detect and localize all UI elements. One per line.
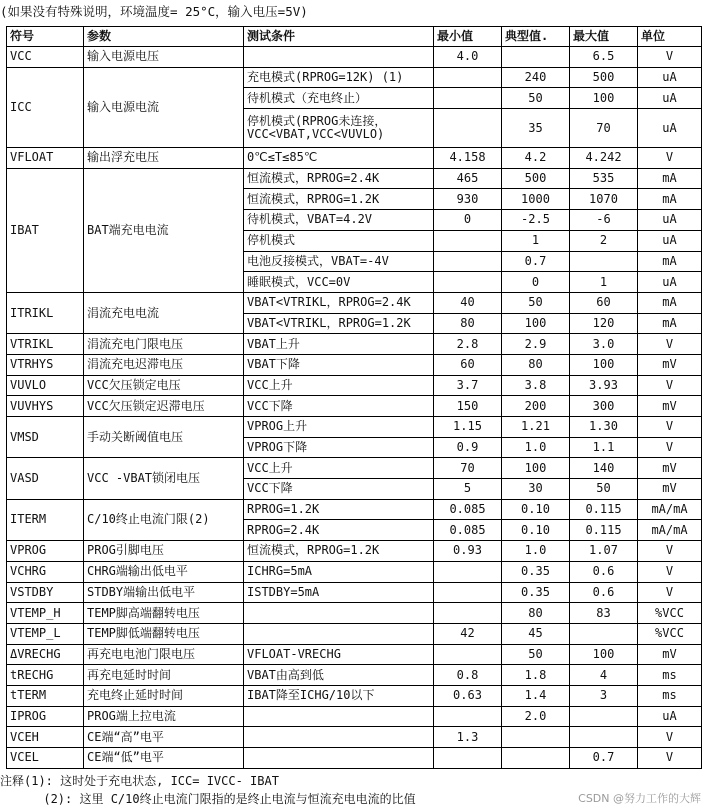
min-cell: 0.8: [434, 665, 502, 686]
param-cell: CE端“高”电平: [84, 727, 244, 748]
cond-cell: RPROG=2.4K: [244, 520, 434, 541]
param-cell: VCC欠压锁定电压: [84, 375, 244, 396]
unit-cell: ms: [638, 665, 702, 686]
table-row: [7, 417, 702, 438]
symbol-cell: ICC: [7, 67, 84, 147]
max-cell: 100: [570, 644, 638, 665]
typ-cell: 1.21: [502, 417, 570, 438]
cond-cell: 恒流模式，RPROG=1.2K: [244, 189, 434, 210]
param-cell: CE端“低”电平: [84, 748, 244, 769]
min-cell: 0.93: [434, 541, 502, 562]
table-row: [7, 148, 702, 169]
param-cell: VCC -VBAT锁闭电压: [84, 458, 244, 499]
param-cell: BAT端充电电流: [84, 168, 244, 292]
cond-cell: [244, 748, 434, 769]
max-cell: 0.115: [570, 499, 638, 520]
footnotes: [0, 772, 416, 808]
typ-cell: 0.35: [502, 561, 570, 582]
cond-cell: [244, 706, 434, 727]
param-cell: 输入电源电流: [84, 67, 244, 147]
min-cell: 3.7: [434, 375, 502, 396]
param-cell: 涓流充电门限电压: [84, 334, 244, 355]
max-cell: 1070: [570, 189, 638, 210]
max-cell: 1.07: [570, 541, 638, 562]
unit-cell: mV: [638, 458, 702, 479]
cond-cell: 停机模式: [244, 230, 434, 251]
unit-cell: uA: [638, 272, 702, 293]
cond-cell: VCC上升: [244, 458, 434, 479]
max-cell: 0.7: [570, 748, 638, 769]
cond-cell: ICHRG=5mA: [244, 561, 434, 582]
cond-cell: 恒流模式，RPROG=1.2K: [244, 541, 434, 562]
max-cell: -6: [570, 210, 638, 231]
typ-cell: 80: [502, 603, 570, 624]
max-cell: 4: [570, 665, 638, 686]
table-row: [7, 375, 702, 396]
unit-cell: V: [638, 561, 702, 582]
param-cell: VCC欠压锁定迟滞电压: [84, 396, 244, 417]
symbol-cell: IBAT: [7, 168, 84, 292]
min-cell: 5: [434, 479, 502, 500]
cond-cell: 充电模式(RPROG=12K) (1): [244, 67, 434, 88]
cond-cell: 电池反接模式，VBAT=-4V: [244, 251, 434, 272]
cond-cell: 睡眠模式，VCC=0V: [244, 272, 434, 293]
table-row: [7, 582, 702, 603]
max-cell: 2: [570, 230, 638, 251]
symbol-cell: VTRHYS: [7, 354, 84, 375]
max-cell: 0.115: [570, 520, 638, 541]
max-cell: [570, 251, 638, 272]
typ-cell: 1.0: [502, 541, 570, 562]
cond-cell: VBAT上升: [244, 334, 434, 355]
param-cell: C/10终止电流门限(2): [84, 499, 244, 540]
typ-cell: 50: [502, 292, 570, 313]
symbol-cell: tRECHG: [7, 665, 84, 686]
unit-cell: mA: [638, 251, 702, 272]
unit-cell: mA: [638, 168, 702, 189]
max-cell: 0.6: [570, 582, 638, 603]
table-row: [7, 47, 702, 68]
max-cell: 500: [570, 67, 638, 88]
cond-cell: VFLOAT-VRECHG: [244, 644, 434, 665]
max-cell: 83: [570, 603, 638, 624]
conditions-caption: (如果没有特殊说明，环境温度= 25°C，输入电压=5V): [0, 4, 308, 19]
unit-cell: uA: [638, 706, 702, 727]
min-cell: 465: [434, 168, 502, 189]
unit-cell: V: [638, 541, 702, 562]
unit-cell: V: [638, 148, 702, 169]
symbol-cell: VASD: [7, 458, 84, 499]
unit-cell: V: [638, 417, 702, 438]
typ-cell: 2.9: [502, 334, 570, 355]
max-cell: 535: [570, 168, 638, 189]
param-cell: 手动关断阈值电压: [84, 417, 244, 458]
max-cell: [570, 727, 638, 748]
cond-cell: VBAT<VTRIKL，RPROG=1.2K: [244, 313, 434, 334]
table-row: [7, 665, 702, 686]
unit-cell: V: [638, 437, 702, 458]
typ-cell: -2.5: [502, 210, 570, 231]
typ-cell: 1.0: [502, 437, 570, 458]
table-row: [7, 334, 702, 355]
table-row: [7, 168, 702, 189]
min-cell: [434, 644, 502, 665]
unit-cell: ms: [638, 685, 702, 706]
min-cell: [434, 88, 502, 109]
min-cell: 42: [434, 623, 502, 644]
unit-cell: mV: [638, 644, 702, 665]
unit-cell: V: [638, 748, 702, 769]
symbol-cell: ITERM: [7, 499, 84, 540]
cond-cell: 停机模式(RPROG未连接，VCC<VBAT,VCC<VUVLO): [244, 109, 434, 148]
min-cell: [434, 582, 502, 603]
unit-cell: V: [638, 47, 702, 68]
typ-cell: 80: [502, 354, 570, 375]
unit-cell: mA/mA: [638, 499, 702, 520]
cond-cell: [244, 47, 434, 68]
header-min: 最小值: [434, 27, 502, 47]
cond-cell: 0℃≤T≤85℃: [244, 148, 434, 169]
typ-cell: [502, 47, 570, 68]
min-cell: 4.0: [434, 47, 502, 68]
unit-cell: V: [638, 334, 702, 355]
min-cell: 1.3: [434, 727, 502, 748]
electrical-characteristics-table: [6, 26, 702, 769]
min-cell: 40: [434, 292, 502, 313]
min-cell: 70: [434, 458, 502, 479]
unit-cell: V: [638, 727, 702, 748]
cond-cell: [244, 603, 434, 624]
max-cell: 300: [570, 396, 638, 417]
min-cell: 80: [434, 313, 502, 334]
typ-cell: 1.8: [502, 665, 570, 686]
symbol-cell: VMSD: [7, 417, 84, 458]
min-cell: [434, 272, 502, 293]
typ-cell: 1.4: [502, 685, 570, 706]
table-row: [7, 727, 702, 748]
min-cell: [434, 251, 502, 272]
param-cell: PROG端上拉电流: [84, 706, 244, 727]
watermark: CSDN @努力工作的大辉: [578, 792, 701, 805]
table-row: [7, 623, 702, 644]
typ-cell: 0.35: [502, 582, 570, 603]
cond-cell: 恒流模式，RPROG=2.4K: [244, 168, 434, 189]
min-cell: 0.085: [434, 520, 502, 541]
unit-cell: uA: [638, 67, 702, 88]
typ-cell: 30: [502, 479, 570, 500]
unit-cell: %VCC: [638, 623, 702, 644]
table-row: [7, 603, 702, 624]
symbol-cell: VCC: [7, 47, 84, 68]
param-cell: 充电终止延时时间: [84, 685, 244, 706]
unit-cell: mA: [638, 189, 702, 210]
cond-cell: VBAT<VTRIKL，RPROG=2.4K: [244, 292, 434, 313]
param-cell: CHRG端输出低电平: [84, 561, 244, 582]
footnote-2: (2): 这里 C/10终止电流门限指的是终止电流与恒流充电电流的比值: [0, 792, 416, 806]
max-cell: 60: [570, 292, 638, 313]
param-cell: PROG引脚电压: [84, 541, 244, 562]
cond-cell: [244, 727, 434, 748]
max-cell: [570, 706, 638, 727]
symbol-cell: VTEMP_H: [7, 603, 84, 624]
min-cell: [434, 561, 502, 582]
cond-cell: [244, 623, 434, 644]
typ-cell: [502, 748, 570, 769]
unit-cell: mA/mA: [638, 520, 702, 541]
min-cell: [434, 603, 502, 624]
cond-cell: VCC上升: [244, 375, 434, 396]
table-row: [7, 561, 702, 582]
max-cell: 3.0: [570, 334, 638, 355]
symbol-cell: VUVHYS: [7, 396, 84, 417]
typ-cell: 0: [502, 272, 570, 293]
typ-cell: 1: [502, 230, 570, 251]
max-cell: [570, 623, 638, 644]
param-cell: 再充电电池门限电压: [84, 644, 244, 665]
header-symbol: 符号: [7, 27, 84, 47]
unit-cell: mA: [638, 313, 702, 334]
typ-cell: 4.2: [502, 148, 570, 169]
min-cell: [434, 706, 502, 727]
max-cell: 0.6: [570, 561, 638, 582]
typ-cell: 3.8: [502, 375, 570, 396]
table-row: [7, 644, 702, 665]
typ-cell: 500: [502, 168, 570, 189]
unit-cell: V: [638, 582, 702, 603]
footnote-1: 注释(1): 这时处于充电状态, ICC= IVCC- IBAT: [0, 774, 279, 788]
param-cell: 涓流充电迟滞电压: [84, 354, 244, 375]
max-cell: 120: [570, 313, 638, 334]
header-unit: 单位: [638, 27, 702, 47]
cond-cell: VBAT下降: [244, 354, 434, 375]
max-cell: 4.242: [570, 148, 638, 169]
table-row: [7, 499, 702, 520]
typ-cell: 100: [502, 458, 570, 479]
table-row: [7, 458, 702, 479]
symbol-cell: VCEH: [7, 727, 84, 748]
param-cell: 输出浮充电压: [84, 148, 244, 169]
symbol-cell: ΔVRECHG: [7, 644, 84, 665]
max-cell: 3.93: [570, 375, 638, 396]
max-cell: 50: [570, 479, 638, 500]
max-cell: 1: [570, 272, 638, 293]
symbol-cell: VCHRG: [7, 561, 84, 582]
symbol-cell: VFLOAT: [7, 148, 84, 169]
table-row: [7, 541, 702, 562]
param-cell: STDBY端输出低电平: [84, 582, 244, 603]
min-cell: 0.63: [434, 685, 502, 706]
table-row: [7, 396, 702, 417]
symbol-cell: VTRIKL: [7, 334, 84, 355]
typ-cell: 50: [502, 88, 570, 109]
param-cell: 再充电延时时间: [84, 665, 244, 686]
symbol-cell: VUVLO: [7, 375, 84, 396]
symbol-cell: VPROG: [7, 541, 84, 562]
symbol-cell: IPROG: [7, 706, 84, 727]
cond-cell: VPROG上升: [244, 417, 434, 438]
min-cell: [434, 109, 502, 148]
symbol-cell: ITRIKL: [7, 292, 84, 333]
typ-cell: [502, 727, 570, 748]
symbol-cell: VCEL: [7, 748, 84, 769]
min-cell: 60: [434, 354, 502, 375]
header-typ: 典型值.: [502, 27, 570, 47]
table-row: [7, 748, 702, 769]
typ-cell: 2.0: [502, 706, 570, 727]
min-cell: 0.9: [434, 437, 502, 458]
min-cell: 0.085: [434, 499, 502, 520]
typ-cell: 0.10: [502, 520, 570, 541]
unit-cell: %VCC: [638, 603, 702, 624]
symbol-cell: VSTDBY: [7, 582, 84, 603]
min-cell: 930: [434, 189, 502, 210]
unit-cell: mV: [638, 479, 702, 500]
cond-cell: 待机模式，VBAT=4.2V: [244, 210, 434, 231]
max-cell: 100: [570, 88, 638, 109]
header-cond: 测试条件: [244, 27, 434, 47]
max-cell: 1.30: [570, 417, 638, 438]
cond-cell: IBAT降至ICHG/10以下: [244, 685, 434, 706]
unit-cell: uA: [638, 230, 702, 251]
typ-cell: 240: [502, 67, 570, 88]
unit-cell: V: [638, 375, 702, 396]
typ-cell: 50: [502, 644, 570, 665]
typ-cell: 100: [502, 313, 570, 334]
table-row: [7, 292, 702, 313]
table-row: [7, 685, 702, 706]
table-row: [7, 354, 702, 375]
table-row: [7, 67, 702, 88]
unit-cell: uA: [638, 109, 702, 148]
header-max: 最大值: [570, 27, 638, 47]
cond-cell: ISTDBY=5mA: [244, 582, 434, 603]
max-cell: 3: [570, 685, 638, 706]
table-row: [7, 706, 702, 727]
min-cell: 2.8: [434, 334, 502, 355]
typ-cell: 45: [502, 623, 570, 644]
cond-cell: RPROG=1.2K: [244, 499, 434, 520]
max-cell: 6.5: [570, 47, 638, 68]
cond-cell: VCC下降: [244, 396, 434, 417]
header-param: 参数: [84, 27, 244, 47]
typ-cell: 200: [502, 396, 570, 417]
unit-cell: uA: [638, 210, 702, 231]
param-cell: TEMP脚低端翻转电压: [84, 623, 244, 644]
min-cell: 150: [434, 396, 502, 417]
unit-cell: mV: [638, 396, 702, 417]
max-cell: 1.1: [570, 437, 638, 458]
unit-cell: mV: [638, 354, 702, 375]
min-cell: 4.158: [434, 148, 502, 169]
symbol-cell: tTERM: [7, 685, 84, 706]
param-cell: 涓流充电电流: [84, 292, 244, 333]
cond-cell: VCC下降: [244, 479, 434, 500]
max-cell: 70: [570, 109, 638, 148]
max-cell: 100: [570, 354, 638, 375]
unit-cell: uA: [638, 88, 702, 109]
cond-cell: 待机模式（充电终止）: [244, 88, 434, 109]
min-cell: [434, 748, 502, 769]
min-cell: [434, 67, 502, 88]
min-cell: [434, 230, 502, 251]
param-cell: TEMP脚高端翻转电压: [84, 603, 244, 624]
max-cell: 140: [570, 458, 638, 479]
typ-cell: 0.7: [502, 251, 570, 272]
cond-cell: VBAT由高到低: [244, 665, 434, 686]
cond-cell: VPROG下降: [244, 437, 434, 458]
header-row: [7, 27, 702, 47]
typ-cell: 35: [502, 109, 570, 148]
symbol-cell: VTEMP_L: [7, 623, 84, 644]
param-cell: 输入电源电压: [84, 47, 244, 68]
min-cell: 1.15: [434, 417, 502, 438]
min-cell: 0: [434, 210, 502, 231]
typ-cell: 0.10: [502, 499, 570, 520]
unit-cell: mA: [638, 292, 702, 313]
typ-cell: 1000: [502, 189, 570, 210]
